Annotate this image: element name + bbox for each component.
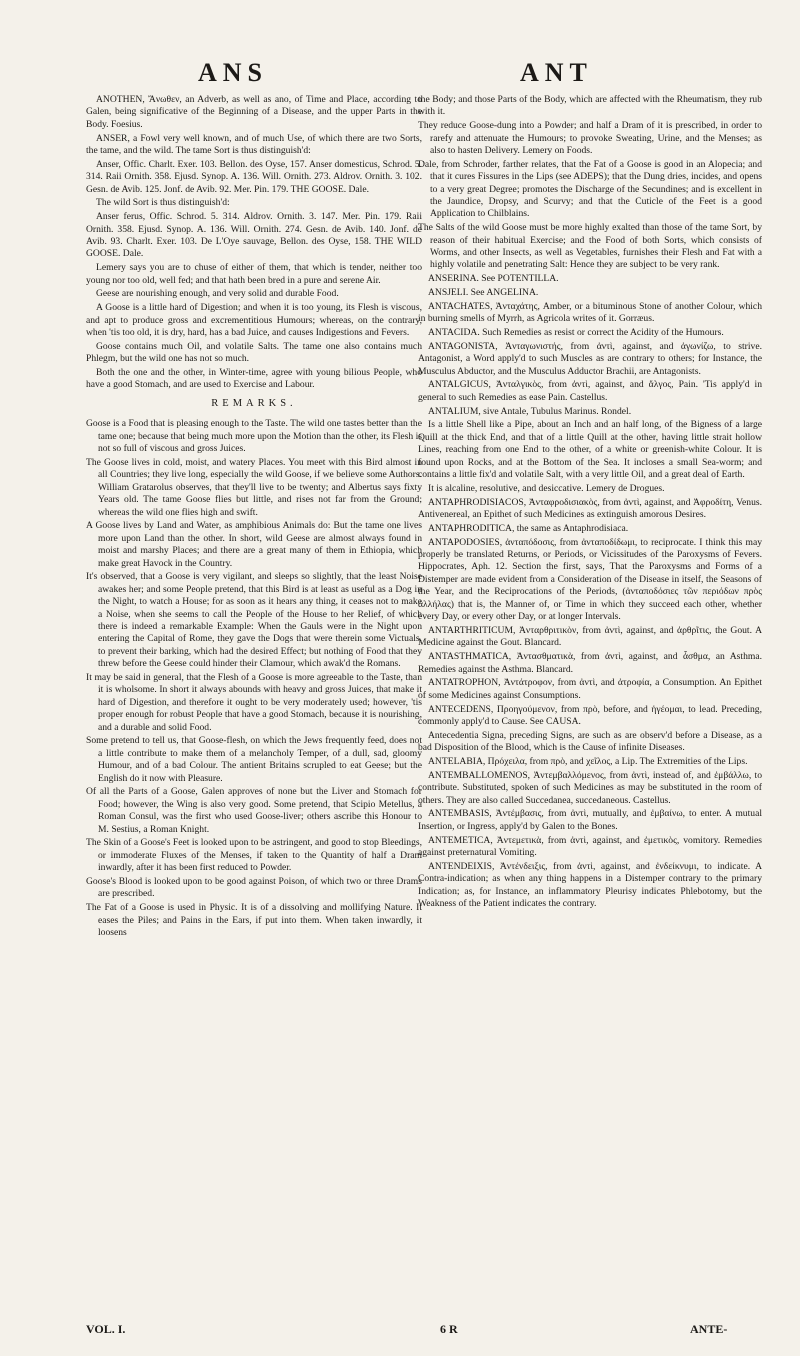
- paragraph: ANTATROPHON, Ἀντάτροφον, from ἀντὶ, and ἀτροφία, a Consumption. An Epithet of some Medicines against Consumptions.: [418, 677, 762, 701]
- paragraph: Antecedentia Signa, preceding Signs, are such as are observ'd before a Disease, as a bad Disposition of the Blood, which is the Cause of infinite Diseases.: [418, 729, 762, 754]
- paragraph: It's observed, that a Goose is very vigilant, and sleeps so slightly, that the least Noise awakes her; and some People pretend, that this Bird is at least as useful as a Dog in the Night, to watch a House; for as soon as it hears any thing, it ceases not to make a Noise, when she seems to call the People of the House to her Relief, of which there is indeed a remarkable Example: When the Gauls were in the Night upon entering the Capital of Rome, they gave the Dogs that were therein some Victuals, to prevent their barking, which had the desired Effect; but nothing of Food that they threw before the Geese could hinder their Clamour, which awak'd the Romans.: [86, 571, 422, 670]
- paragraph: ANTEMETICA, Ἀντεμετικὰ, from ἀντὶ, against, and ἐμετικὸς, vomitory. Remedies against preternatural Vomiting.: [418, 834, 762, 858]
- paragraph: ANTALIUM, sive Antale, Tubulus Marinus. Rondel.: [428, 405, 632, 417]
- paragraph: It may be said in general, that the Flesh of a Goose is more agreeable to the Taste, than it is wholsome. In short it always abounds with heavy and gross Juices, that make it hard of Digestion, and therefore it ought to be very moderately used; however, 'tis proper enough for robust People that have a good Stomach, because it is nourishing, and a durable and solid Food.: [86, 671, 422, 733]
- paragraph: Dale, from Schroder, farther relates, that the Fat of a Goose is good in an Alopecia; and that it cures Fissures in the Lips (see ADEPS); that the Dung dries, incides, and opens to a very great Degree; promotes the Discharge of the Secundines; and is excellent in the Jaundice, Dropsy, and Scurvy; and that the Cuticle of the Feet is a good Application to Chilblains.: [418, 158, 762, 220]
- paragraph: ANTASTHMATICA, Ἀντασθματικὰ, from ἀντὶ, against, and ἆσθμα, an Asthma. Remedies against the Asthma. Blancard.: [418, 651, 762, 675]
- paragraph: The Fat of a Goose is used in Physic. It is of a dissolving and mollifying Nature. It eases the Piles; and Pains in the Ears, if put into them. When taken inwardly, it loosens: [86, 902, 422, 939]
- paragraph: Goose's Blood is looked upon to be good against Poison, of which two or three Drams are prescribed.: [86, 876, 422, 900]
- paragraph: ANTEMBASIS, Ἀντέμβασις, from ἀντὶ, mutually, and ἐμβαίνω, to enter. A mutual Insertion, or Ingress, apply'd by Galen to the Bones.: [418, 808, 762, 832]
- remarks-heading: REMARKS.: [211, 397, 297, 409]
- paragraph: ANTAGONISTA, Ἀνταγωνιστής, from ἀντὶ, against, and ἀγωνίζω, to strive. Antagonist, a Word apply'd to such Muscles as are contrary to others; for Instance, the Musculus Abductor, and the Musculus Adductor Brachii, are Antagonists.: [418, 340, 762, 377]
- paragraph: ANSJELI. See ANGELINA.: [428, 287, 539, 299]
- paragraph: Anser, Offic. Charlt. Exer. 103. Bellon. des Oyse, 157. Anser domesticus, Schrod. 5. 314. Raii Ornith. 358. Ejusd. Synop. A. 136. Will. Ornith. 273. Aldrov. Ornith. 3. 102. Gesn. de Avib. 125. Jonf. de Avib. 92. Mer. Pin. 179. THE GOOSE. Dale.: [86, 158, 422, 195]
- catchword: ANTE-: [690, 1322, 728, 1336]
- paragraph: A Goose lives by Land and Water, as amphibious Animals do: But the tame one lives more upon Land than the other. In short, wild Geese are almost always found in moist and marshy Places; and there are a great many of them in Ethiopia, which make great Havock in the Country.: [86, 520, 422, 569]
- signature-mark: 6 R: [440, 1322, 458, 1336]
- paragraph: ANOTHEN, Ἄνωθεν, an Adverb, as well as ano, of Time and Place, according to Galen, being significative of the Beginning of a Disease, and the upper Parts in the Body. Foesius.: [86, 94, 422, 130]
- paragraph: ANTECEDENS, Προηγούμενον, from πρὸ, before, and ἡγέομαι, to lead. Preceding, commonly apply'd to Cause. See CAUSA.: [418, 703, 762, 727]
- paragraph: A Goose is a little hard of Digestion; and when it is too young, its Flesh is viscous, and apt to produce gross and excrementitious Humours; whereas, on the contrary, when 'tis too old, it is dry, hard, has a bad Juice, and causes Indigestions and Fevers.: [86, 302, 422, 339]
- paragraph: ANTACHATES, Ἀνταχάτης, Amber, or a bituminous Stone of another Colour, which in burning smells of Myrrh, as Agricola writes of it. Gorræus.: [418, 300, 762, 325]
- paragraph: Some pretend to tell us, that Goose-flesh, on which the Jews frequently feed, does not a little contribute to make them of a melancholy Temper, of a dull, sad, gloomy Humour, and of a bad Colour. The antient Britains scrupled to eat Geese; but the English do it now with Pleasure.: [86, 735, 422, 784]
- paragraph: the Body; and those Parts of the Body, which are affected with the Rheumatism, they rub with it.: [418, 94, 762, 118]
- paragraph: It is alcaline, resolutive, and desiccative. Lemery de Drogues.: [428, 482, 665, 494]
- paragraph: ANTAPHRODISIACOS, Ἀνταφροδισιακὸς, from ἀντὶ, against, and Ἀφροδίτη, Venus. Antivenereal, an Epithet of such Medicines as extinguish amorous Desires.: [418, 496, 762, 521]
- paragraph: The Goose lives in cold, moist, and watery Places. You meet with this Bird almost in all Countries; they live long, especially the wild Goose, if we believe some Authors. William Gratarolus observes, that they'll live to be twenty; and Albertus says fixty Years old. The tame Goose flies but little, and rises not far from the Ground; whereas the wild one flies high and swift.: [86, 456, 422, 518]
- paragraph: Anser ferus, Offic. Schrod. 5. 314. Aldrov. Ornith. 3. 147. Mer. Pin. 179. Raii Ornith. 358. Ejusd. Synop. A. 136. Will. Ornith. 274. Gesn. de Avib. 140. Jonf. de Avib. 93. Charlt. Exer. 103. De L'Oye sauvage, Bellon. des Oyse, 158. THE WILD GOOSE. Dale.: [86, 211, 422, 260]
- paragraph: ANTAPODOSIES, ἀνταπόδοσις, from ἀνταποδίδωμι, to reciprocate. I think this may properly be translated Returns, or Periods, or Vicissitudes of the Paroxysms of Fevers. Hippocrates, Aph. 12. Section the first, says, That the Paroxysms and Forms of a Distemper are made evident from a Consideration of the Disease in itself, the Seasons of the Year, and the Reciprocations of the Periods, (ἀνταποδόσιες τῶν περιόδων πρὸς ἀλλήλας) that is, the Manner of, or Time in which they succeed each other, whether every Day, or every other Day, or at longer Intervals.: [418, 536, 762, 623]
- paragraph: ANTEMBALLOMENOS, Ἀντεμβαλλόμενος, from ἀντὶ, instead of, and ἐμβάλλω, to contribute. Substituted, spoken of such Medicines as may be substituted in the room of others. They are also called Succedanea, succedaneous. Castellus.: [418, 769, 762, 806]
- paragraph: They reduce Goose-dung into a Powder; and half a Dram of it is prescribed, in order to rarefy and attenuate the Humours; to provoke Sweating, Urine, and the Menses; as also to hasten Delivery. Lemery on Foods.: [418, 120, 762, 157]
- volume-number: VOL. I.: [86, 1322, 126, 1336]
- right-column: [418, 94, 762, 912]
- paragraph: ANTARTHRITICUM, Ἀνταρθριτικὸν, from ἀντὶ, against, and ἀρθρῖτις, the Gout. A Medicine against the Gout. Blancard.: [418, 624, 762, 649]
- paragraph: ANTALGICUS, Ἀνταλγικὸς, from ἀντὶ, against, and ἄλγος, Pain. 'Tis apply'd in general to such Remedies as ease Pain. Castellus.: [418, 379, 762, 403]
- paragraph: Lemery says you are to chuse of either of them, that which is tender, neither too young nor too old, well fed; and that hath been bred in a pure and serene Air.: [86, 262, 422, 286]
- paragraph: The Salts of the wild Goose must be more highly exalted than those of the tame Sort, by reason of their habitual Exercise; and the Food of both Sorts, which consists of Worms, and other Insects, as well as Vegetables, furnishes their Flesh and Fat with a highly volatile and penetrating Salt: Hence they are subject to be very rank.: [418, 222, 762, 271]
- paragraph: Is a little Shell like a Pipe, about an Inch and an half long, of the Bigness of a large Quill at the thick End, and that of a little Quill at the other, having little strait hollow Lines, reaching from one End to the other, of a white or greenish-white Colour. It is found upon Rocks, and at the Bottom of the Sea. It incloses a small Sea-worm; and contains a little fix'd and volatile Salt, with a very little Oil, and a great deal of Earth.: [418, 419, 762, 481]
- left-column: [86, 94, 422, 941]
- paragraph: ANSERINA. See POTENTILLA.: [428, 273, 559, 285]
- paragraph: Goose contains much Oil, and volatile Salts. The tame one also contains much Phlegm, but the wild one has not so much.: [86, 340, 422, 365]
- paragraph: Geese are nourishing enough, and very solid and durable Food.: [96, 288, 339, 300]
- paragraph: The Skin of a Goose's Feet is looked upon to be astringent, and good to stop Bleedings, or immoderate Fluxes of the Menses, if taken to the Quantity of half a Dram inwardly, after it has been first reduced to Powder.: [86, 837, 422, 874]
- paragraph: ANSER, a Fowl very well known, and of much Use, of which there are two Sorts, the tame, and the wild. The tame Sort is thus distinguish'd:: [86, 132, 422, 157]
- paragraph: The wild Sort is thus distinguish'd:: [96, 197, 230, 209]
- paragraph: Both the one and the other, in Winter-time, agree with young bilious People, who have a good Stomach, and are used to Exercise and Labour.: [86, 367, 422, 391]
- paragraph: ANTAPHRODITICA, the same as Antaphrodisiaca.: [428, 522, 629, 534]
- paragraph: ANTACIDA. Such Remedies as resist or correct the Acidity of the Humours.: [428, 327, 724, 339]
- paragraph: Goose is a Food that is pleasing enough to the Taste. The wild one tastes better than the tame one; because that being much more upon the Motion than the other, its Flesh is not so full of viscous and gross Juices.: [86, 418, 422, 455]
- paragraph: Of all the Parts of a Goose, Galen approves of none but the Liver and Stomach for Food; however, the Wing is also very good. Some pretend, that Scipio Metellus, a Roman Consul, was the first who used Goose-liver; others ascribe this Honour to M. Sestius, a Roman Knight.: [86, 786, 422, 835]
- running-head-left: ANS: [198, 58, 269, 87]
- running-head-right: ANT: [520, 58, 593, 87]
- paragraph: ANTELABIA, Πρόχειλα, from πρὸ, and χεῖλος, a Lip. The Extremities of the Lips.: [428, 755, 748, 767]
- paragraph: ANTENDEIXIS, Ἀντένδειξις, from ἀντὶ, against, and ἐνδείκνυμι, to indicate. A Contra-indication; as when any thing happens in a Distemper contrary to the primary Indication; as, for Instance, an inflammatory Pleurisy indicates Phlebotomy, but the Weakness of the Patient indicates the contrary.: [418, 860, 762, 909]
